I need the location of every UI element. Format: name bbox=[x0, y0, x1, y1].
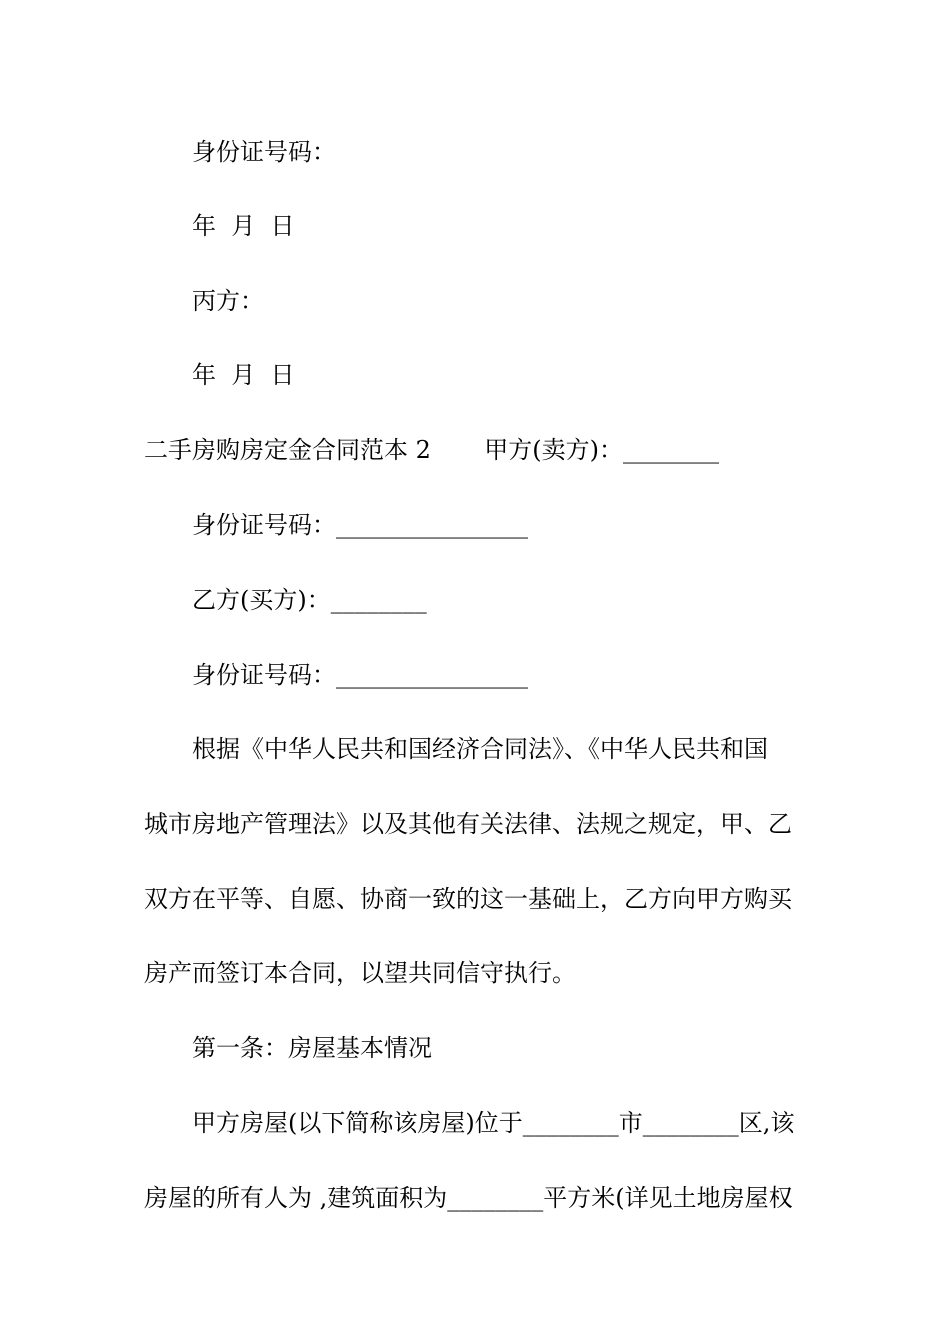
document-line: 年 月 日 bbox=[192, 361, 295, 389]
document-line: 身份证号码： bbox=[192, 138, 336, 166]
document-line: 甲方房屋(以下简称该房屋)位于________市________区,该 bbox=[192, 1109, 795, 1137]
document-line: 房屋的所有人为 ,建筑面积为________平方米(详见土地房屋权 bbox=[144, 1184, 793, 1212]
document-line: 城市房地产管理法》以及其他有关法律、法规之规定，甲、乙 bbox=[144, 810, 792, 838]
document-line: 身份证号码：________________ bbox=[192, 511, 528, 539]
document-line: 二手房购房定金合同范本 2 甲方(卖方)：________ bbox=[144, 436, 720, 464]
document-line: 根据《中华人民共和国经济合同法》、《中华人民共和国 bbox=[192, 735, 768, 763]
document-line: 年 月 日 bbox=[192, 212, 295, 240]
document-line: 丙方： bbox=[192, 287, 264, 315]
document-line: 乙方(买方)：________ bbox=[192, 586, 427, 614]
document-line: 身份证号码：________________ bbox=[192, 661, 528, 689]
document-line: 双方在平等、自愿、协商一致的这一基础上，乙方向甲方购买 bbox=[144, 885, 792, 913]
document-line: 房产而签订本合同，以望共同信守执行。 bbox=[144, 959, 576, 987]
document-line: 第一条：房屋基本情况 bbox=[192, 1034, 432, 1062]
